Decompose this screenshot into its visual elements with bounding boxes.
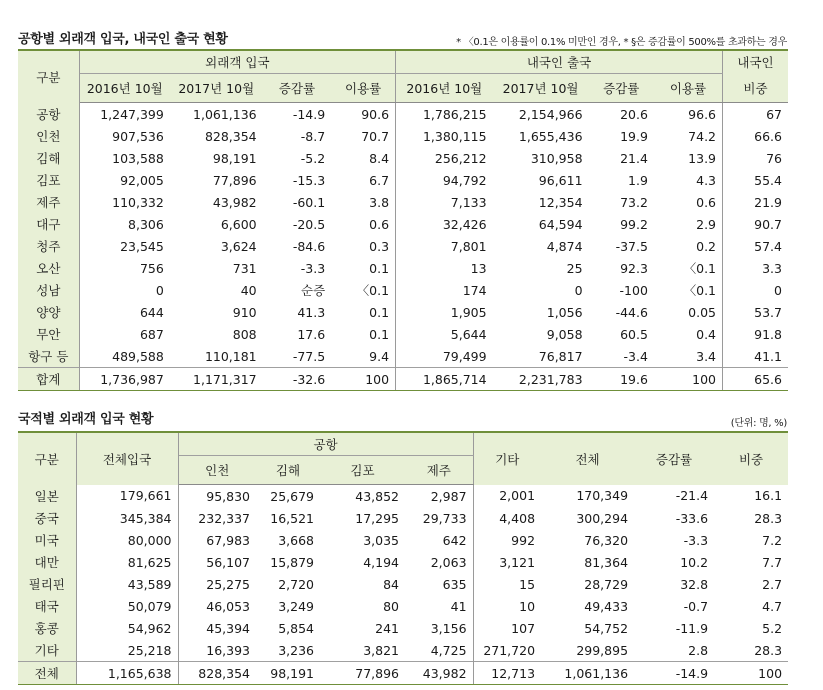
table-cell: -100 <box>619 282 648 298</box>
t1-header-in-2017: 2017년 10월 <box>170 74 263 103</box>
t1-header-share: 비중 <box>723 74 788 103</box>
table-cell: 25,679 <box>270 488 314 504</box>
table-cell: 43,982 <box>405 662 473 685</box>
table-cell: 828,354 <box>204 128 257 144</box>
table-cell: -20.5 <box>292 216 326 232</box>
table-row <box>18 573 788 595</box>
t1-header-inbound: 외래객 입국 <box>79 50 395 74</box>
table-cell: 16,393 <box>206 642 250 658</box>
table-cell: 0.6 <box>654 191 723 213</box>
t1-header-out-2017: 2017년 10월 <box>493 74 589 103</box>
t1-header-in-usage: 이용률 <box>331 74 395 103</box>
table-cell: 10 <box>519 598 536 614</box>
table-cell: 3,236 <box>278 642 314 658</box>
table-row <box>18 639 788 662</box>
table-cell: 3,156 <box>405 617 473 639</box>
table-cell: 13.9 <box>654 147 723 169</box>
table-cell: -77.5 <box>292 348 326 364</box>
table-cell: 90.6 <box>331 103 395 126</box>
table-cell: 4.7 <box>762 598 783 614</box>
table-cell: 12,354 <box>538 194 583 210</box>
table-cell: 8.4 <box>331 147 395 169</box>
table-cell: 16,521 <box>270 510 314 526</box>
table-cell: 3,821 <box>363 642 399 658</box>
row-label: 김포 <box>18 169 79 191</box>
t2-header-category: 구분 <box>18 432 76 485</box>
airport-traffic-table <box>18 49 788 391</box>
table-cell: 65.6 <box>723 368 788 391</box>
table-cell: 9.4 <box>331 345 395 368</box>
table-cell: -32.6 <box>263 368 332 391</box>
table-cell: 40 <box>240 282 257 298</box>
table-cell: 0.1 <box>331 323 395 345</box>
table-cell: 1,056 <box>546 304 583 320</box>
table-cell: 7.7 <box>762 554 783 570</box>
table-cell: 25,275 <box>206 576 250 592</box>
table-cell: 5,854 <box>278 620 314 636</box>
row-label: 일본 <box>18 485 76 508</box>
table-cell: 687 <box>139 326 164 342</box>
table-row <box>18 257 788 279</box>
table-cell: 0.6 <box>331 213 395 235</box>
table-cell: 43,982 <box>212 194 257 210</box>
table-cell: 2,063 <box>405 551 473 573</box>
table-cell: 41.1 <box>754 348 782 364</box>
t1-header-out-2016: 2016년 10월 <box>396 74 493 103</box>
row-label: 김해 <box>18 147 79 169</box>
table-cell: 41.3 <box>297 304 326 320</box>
t2-header-gimpo: 김포 <box>320 456 405 485</box>
table-cell: 〈0.1 <box>654 279 723 301</box>
table-cell: 45,394 <box>206 620 250 636</box>
table-cell: 17,295 <box>355 510 399 526</box>
table-cell: 76 <box>766 150 782 166</box>
table-row <box>18 125 788 147</box>
table-cell: 13 <box>470 260 487 276</box>
table-row <box>18 617 788 639</box>
table-cell: 43,852 <box>355 488 399 504</box>
table-cell: 25 <box>566 260 583 276</box>
table-cell: -60.1 <box>292 194 326 210</box>
table-cell: 60.5 <box>620 326 648 342</box>
table-cell: 808 <box>232 326 257 342</box>
table-cell: 7,801 <box>450 238 487 254</box>
table-cell: 54,752 <box>584 620 629 636</box>
table-cell: 49,433 <box>584 598 629 614</box>
table-cell: 910 <box>232 304 257 320</box>
table-cell: 67,983 <box>206 532 250 548</box>
table-cell: 76,817 <box>538 348 583 364</box>
table-cell: 19.6 <box>589 368 654 391</box>
table-cell: -21.4 <box>675 488 709 504</box>
row-label: 공항 <box>18 103 79 126</box>
table-cell: 9,058 <box>546 326 583 342</box>
table-cell: 95,830 <box>206 488 250 504</box>
table-cell: 25,218 <box>76 639 178 662</box>
table-cell: 2.9 <box>654 213 723 235</box>
table-cell: 53.7 <box>754 304 782 320</box>
table-cell: -44.6 <box>615 304 648 320</box>
table-cell: 98,191 <box>212 150 257 166</box>
table-cell: 4,408 <box>499 510 536 526</box>
table-cell: 107 <box>511 620 536 636</box>
table-cell: 0.05 <box>654 301 723 323</box>
row-label: 오산 <box>18 257 79 279</box>
table-cell: 70.7 <box>331 125 395 147</box>
table-cell: 74.2 <box>654 125 723 147</box>
t1-header-in-change: 증감률 <box>263 74 332 103</box>
table-cell: 92,005 <box>120 172 164 188</box>
table-cell: 46,053 <box>206 598 250 614</box>
row-label: 합계 <box>18 368 79 391</box>
table-cell: 81,364 <box>584 554 629 570</box>
row-label: 태국 <box>18 595 76 617</box>
t1-header-in-2016: 2016년 10월 <box>79 74 170 103</box>
row-label: 필리핀 <box>18 573 76 595</box>
t1-header-out-change: 증감률 <box>589 74 654 103</box>
table-cell: 28.3 <box>754 642 783 658</box>
table-row <box>18 213 788 235</box>
table-cell: 50,079 <box>76 595 178 617</box>
table-cell: 15 <box>519 576 536 592</box>
t2-header-jeju: 제주 <box>405 456 473 485</box>
table-cell: 73.2 <box>620 194 648 210</box>
row-label: 기타 <box>18 639 76 662</box>
table-cell: 103,588 <box>112 150 164 166</box>
table-cell: 174 <box>462 282 487 298</box>
table-cell: 110,181 <box>204 348 257 364</box>
table-cell: 2.7 <box>762 576 783 592</box>
table-cell: 43,589 <box>76 573 178 595</box>
table-cell: 29,733 <box>405 507 473 529</box>
table-cell: 4,194 <box>363 554 399 570</box>
t2-header-share: 비중 <box>714 432 788 485</box>
t1-header-outbound: 내국인 출국 <box>396 50 723 74</box>
table-cell: 2,231,783 <box>493 368 589 391</box>
table-cell: 0.1 <box>331 257 395 279</box>
table-cell: 7,133 <box>450 194 487 210</box>
table-row <box>18 529 788 551</box>
table1-title: 공항별 외래객 입국, 내국인 출국 현황 <box>18 32 228 47</box>
table-cell: 5.2 <box>762 620 783 636</box>
table-cell: 642 <box>405 529 473 551</box>
table-cell: 1,061,136 <box>193 106 257 122</box>
table-cell: 54,962 <box>76 617 178 639</box>
row-label: 대만 <box>18 551 76 573</box>
table-cell: 345,384 <box>76 507 178 529</box>
table-cell: 4.3 <box>654 169 723 191</box>
table-cell: -15.3 <box>292 172 326 188</box>
table-row <box>18 103 788 126</box>
table-cell: 92.3 <box>620 260 648 276</box>
table-cell: 5,644 <box>450 326 487 342</box>
table-row <box>18 551 788 573</box>
table-cell: 3,624 <box>220 238 257 254</box>
t1-header-out-usage: 이용률 <box>654 74 723 103</box>
table-cell: 110,332 <box>112 194 164 210</box>
table-cell: 1,786,215 <box>422 106 487 122</box>
table-cell: 100 <box>654 368 723 391</box>
table-cell: 0 <box>774 282 782 298</box>
table-cell: -3.3 <box>300 260 326 276</box>
row-label: 중국 <box>18 507 76 529</box>
table-cell: 644 <box>139 304 164 320</box>
table-cell: 299,895 <box>576 642 629 658</box>
table-row <box>18 368 788 391</box>
table-cell: 1,655,436 <box>518 128 583 144</box>
table-cell: 96,611 <box>538 172 583 188</box>
table-cell: -37.5 <box>615 238 648 254</box>
table-cell: 84 <box>383 576 399 592</box>
table-cell: 1,380,115 <box>422 128 487 144</box>
table-cell: -33.6 <box>675 510 709 526</box>
table-cell: 310,958 <box>530 150 583 166</box>
table-cell: 94,792 <box>442 172 487 188</box>
table-cell: 0.3 <box>331 235 395 257</box>
row-label: 무안 <box>18 323 79 345</box>
table-cell: 100 <box>331 368 395 391</box>
table-cell: 907,536 <box>112 128 164 144</box>
t2-header-other: 기타 <box>473 432 541 485</box>
table-cell: 79,499 <box>442 348 487 364</box>
table-cell: -8.7 <box>300 128 326 144</box>
table-cell: 2.8 <box>688 642 709 658</box>
table-cell: 81,625 <box>76 551 178 573</box>
table-cell: 〈0.1 <box>654 257 723 279</box>
table-cell: 23,545 <box>120 238 164 254</box>
row-label: 양양 <box>18 301 79 323</box>
table-cell: 21.9 <box>754 194 782 210</box>
table-row <box>18 169 788 191</box>
table-cell: 4,725 <box>405 639 473 662</box>
t2-header-total: 전체 <box>541 432 634 485</box>
table-cell: 241 <box>375 620 399 636</box>
table-cell: 0.1 <box>331 301 395 323</box>
table2-title: 국적별 외래객 입국 현황 <box>18 412 154 427</box>
table-row <box>18 301 788 323</box>
table-cell: -3.3 <box>683 532 709 548</box>
table-cell: 489,588 <box>112 348 164 364</box>
table-cell: 55.4 <box>754 172 782 188</box>
table-cell: 28,729 <box>584 576 629 592</box>
table-cell: 756 <box>139 260 164 276</box>
table-cell: 2,154,966 <box>518 106 583 122</box>
table-cell: 19.9 <box>620 128 648 144</box>
table-cell: 0 <box>155 282 164 298</box>
table-cell: 2,720 <box>278 576 314 592</box>
table-cell: 67 <box>766 106 782 122</box>
row-label: 제주 <box>18 191 79 213</box>
table-cell: 80,000 <box>76 529 178 551</box>
table-cell: 6.7 <box>331 169 395 191</box>
table-cell: 2,001 <box>499 488 536 504</box>
row-label: 청주 <box>18 235 79 257</box>
table-cell: 179,661 <box>76 485 178 508</box>
table-cell: 232,337 <box>198 510 250 526</box>
table-cell: 6,600 <box>220 216 257 232</box>
table-row <box>18 507 788 529</box>
table-cell: 3.3 <box>762 260 782 276</box>
table-cell: 15,879 <box>270 554 314 570</box>
t1-header-category: 구분 <box>18 50 79 103</box>
table-cell: 56,107 <box>206 554 250 570</box>
table-cell: 1,905 <box>450 304 487 320</box>
table-cell: 77,896 <box>212 172 257 188</box>
table-row <box>18 485 788 508</box>
table-cell: 731 <box>232 260 257 276</box>
row-label: 성남 <box>18 279 79 301</box>
table-row <box>18 235 788 257</box>
table-cell: 100 <box>714 662 788 685</box>
table-cell: 64,594 <box>538 216 583 232</box>
table-cell: 3,121 <box>499 554 536 570</box>
table-cell: -14.9 <box>634 662 714 685</box>
table-cell: 7.2 <box>762 532 783 548</box>
table-row <box>18 191 788 213</box>
table-cell: 순증 <box>301 283 326 298</box>
table-cell: 992 <box>511 532 536 548</box>
table1-note: * 〈0.1은 이용률이 0.1% 미만인 경우, * §은 증감률이 500%를 초과하는 경우 <box>456 37 787 48</box>
table2-unit: (단위: 명, %) <box>730 418 787 429</box>
table-row <box>18 345 788 368</box>
table-cell: 〈0.1 <box>331 279 395 301</box>
table-cell: -3.4 <box>623 348 648 364</box>
table-row <box>18 323 788 345</box>
table-cell: 1,736,987 <box>79 368 170 391</box>
t2-header-change: 증감률 <box>634 432 714 485</box>
table-cell: 271,720 <box>483 642 536 658</box>
row-label: 전체 <box>18 662 76 685</box>
table-cell: 21.4 <box>620 150 648 166</box>
table-cell: -11.9 <box>675 620 709 636</box>
table-cell: 0 <box>574 282 583 298</box>
table-cell: 41 <box>405 595 473 617</box>
table-cell: 28.3 <box>754 510 783 526</box>
table-cell: 300,294 <box>576 510 629 526</box>
table-cell: 635 <box>405 573 473 595</box>
row-label: 항구 등 <box>18 345 79 368</box>
table-cell: 66.6 <box>754 128 782 144</box>
nationality-inbound-table <box>18 431 788 685</box>
table-cell: 1,165,638 <box>76 662 178 685</box>
table-cell: 57.4 <box>754 238 782 254</box>
row-label: 홍콩 <box>18 617 76 639</box>
table-cell: 98,191 <box>256 662 320 685</box>
table-cell: 2,987 <box>405 485 473 508</box>
table-cell: 16.1 <box>754 488 783 504</box>
table-cell: 3,249 <box>278 598 314 614</box>
table-cell: 12,713 <box>473 662 541 685</box>
t2-header-incheon: 인천 <box>178 456 256 485</box>
t2-header-total-inbound: 전체입국 <box>76 432 178 485</box>
table-cell: -0.7 <box>683 598 709 614</box>
table-cell: 96.6 <box>654 103 723 126</box>
table-cell: 1,865,714 <box>396 368 493 391</box>
table-cell: 32.8 <box>680 576 709 592</box>
table-row <box>18 279 788 301</box>
table-cell: 99.2 <box>620 216 648 232</box>
table-cell: 1,061,136 <box>541 662 634 685</box>
table-cell: 1.9 <box>628 172 648 188</box>
table-cell: 0.4 <box>654 323 723 345</box>
table-cell: 20.6 <box>620 106 648 122</box>
table-cell: 1,171,317 <box>170 368 263 391</box>
table-cell: 3,035 <box>363 532 399 548</box>
table-cell: 32,426 <box>442 216 487 232</box>
table-cell: 8,306 <box>128 216 164 232</box>
row-label: 인천 <box>18 125 79 147</box>
row-label: 대구 <box>18 213 79 235</box>
table-cell: 3,668 <box>278 532 314 548</box>
t2-header-gimhae: 김해 <box>256 456 320 485</box>
table-cell: 76,320 <box>584 532 629 548</box>
table-cell: -84.6 <box>292 238 326 254</box>
table-cell: 3.4 <box>654 345 723 368</box>
table-cell: 3.8 <box>331 191 395 213</box>
table-cell: 91.8 <box>754 326 782 342</box>
table-cell: 4,874 <box>546 238 583 254</box>
t2-header-airport: 공항 <box>178 432 473 456</box>
row-label: 미국 <box>18 529 76 551</box>
table-cell: 256,212 <box>434 150 487 166</box>
table-cell: 77,896 <box>320 662 405 685</box>
table-cell: 0.2 <box>654 235 723 257</box>
table-row <box>18 147 788 169</box>
table-row <box>18 595 788 617</box>
table-cell: 1,247,399 <box>100 106 164 122</box>
table-cell: -14.9 <box>292 106 326 122</box>
table-cell: 17.6 <box>297 326 326 342</box>
table-cell: -5.2 <box>300 150 326 166</box>
table-cell: 10.2 <box>680 554 709 570</box>
table-cell: 828,354 <box>178 662 256 685</box>
table-cell: 80 <box>383 598 399 614</box>
table-row <box>18 662 788 685</box>
table-cell: 170,349 <box>576 488 629 504</box>
t1-header-domestic-share: 내국인 <box>723 50 788 74</box>
table-cell: 90.7 <box>754 216 782 232</box>
